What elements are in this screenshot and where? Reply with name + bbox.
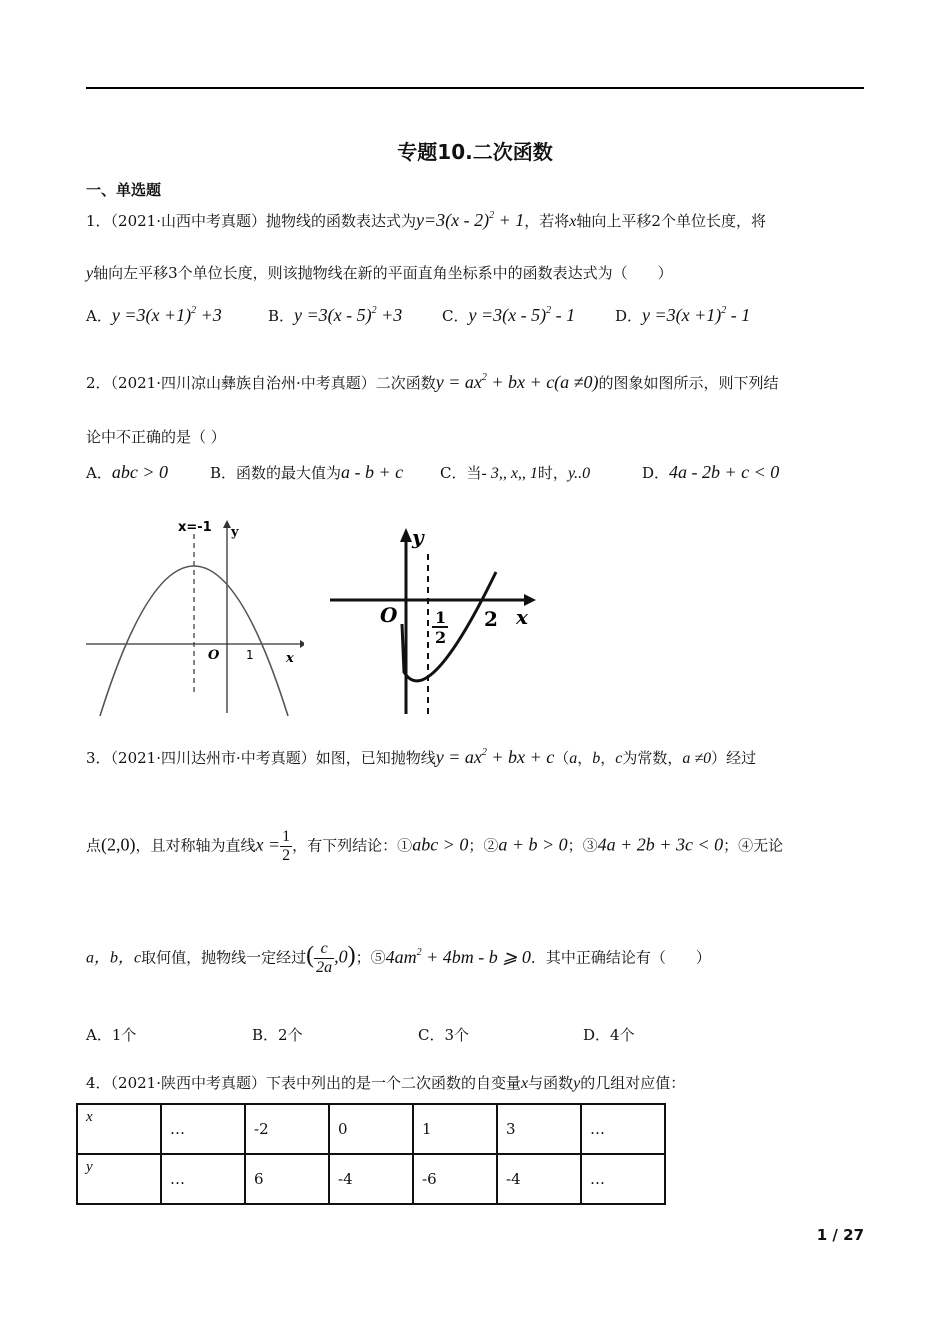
question-2-line2: 论中不正确的是（ ） (86, 428, 226, 446)
fig1-tick-label: 1 (246, 648, 254, 662)
table-cell: -4 (497, 1154, 581, 1204)
q1-option-c[interactable]: C．y =3(x - 5)$^2$ - 1 (442, 305, 576, 325)
table-cell: -4 (329, 1154, 413, 1204)
parabola-figure-2 (328, 524, 548, 720)
table-cell: -6 (413, 1154, 497, 1204)
q2-option-b[interactable]: B．函数的最大值为a - b + c (210, 462, 404, 482)
table-cell: 3 (497, 1104, 581, 1154)
q1-expression: y=3(x - 2)$^2$ + 1 (416, 210, 525, 230)
q2-option-c[interactable]: C．当- 3,, x,, 1时，y..0 (440, 464, 591, 482)
header-rule (86, 87, 864, 89)
table-cell: … (581, 1104, 665, 1154)
table-cell: x (77, 1104, 161, 1154)
table-row-y (77, 1154, 665, 1204)
parabola-figure-1 (84, 516, 304, 716)
page-title: 专题10.二次函数 (397, 140, 553, 164)
page-number: 1 / 27 (816, 1226, 864, 1244)
fig2-half-denominator: 2 (435, 628, 447, 647)
question-3-line1: 3．（2021·四川达州市·中考真题）如图，已知抛物线$y = ax^2$ + bx + c（a，b，c为常数，a ≠0）经过 (86, 747, 757, 767)
q3-option-d[interactable]: D．4个 (583, 1026, 635, 1044)
table-cell: … (581, 1154, 665, 1204)
q2-option-d[interactable]: D．4a - 2b + c < 0 (642, 462, 780, 482)
fig2-y-label: y (412, 525, 424, 549)
q3-option-b[interactable]: B．2个 (252, 1026, 303, 1044)
fig2-x-label: x (516, 605, 528, 629)
table-cell: 0 (329, 1104, 413, 1154)
question-1-line2: y轴向左平移3个单位长度，则该抛物线在新的平面直角坐标系中的函数表达式为（ ） (86, 264, 673, 282)
table-row-x (77, 1104, 665, 1154)
q1-option-b[interactable]: B．y =3(x - 5)$^2$ +3 (268, 305, 403, 325)
question-4-text: 4．（2021·陕西中考真题）下表中列出的是一个二次函数的自变量x与函数y的几组对应值： (86, 1074, 686, 1092)
q2-option-a[interactable]: A．abc > 0 (86, 462, 168, 482)
fig2-parabola (402, 572, 496, 681)
fig2-origin-label: O (380, 603, 398, 627)
q1-option-a[interactable]: A．$y =3(x +1)^2 +3$ (86, 305, 222, 325)
question-3-line3: a，b，c取何值，抛物线一定经过( $\frac{c}{2a}$ ,0)；$⑤4am^2 + 4bm - b$ ⩾ 0．其中正确结论有（ ） (86, 940, 711, 976)
question-1-line1: 1．（2021·山西中考真题）抛物线的函数表达式为y=3(x - 2)$^2$ + 1，若将x轴向上平移2个单位长度，将 (86, 210, 766, 230)
question-2-line1: 2．（2021·四川凉山彝族自治州·中考真题）二次函数$y = ax^2$ + bx + c(a ≠0)的图象如图所示，则下列结 (86, 372, 779, 392)
fig1-axis-line-label: x=-1 (178, 520, 212, 535)
table-cell: … (161, 1154, 245, 1204)
q1-option-d[interactable]: D．$y =3(x +1)^2 - 1$ (615, 305, 751, 325)
q3-option-a[interactable]: A．1个 (86, 1026, 137, 1044)
table-cell: … (161, 1104, 245, 1154)
fig1-x-label: x (286, 651, 294, 666)
table-cell: y (77, 1154, 161, 1204)
fig2-half-numerator: 1 (435, 608, 447, 627)
fig2-root-label: 2 (484, 607, 498, 631)
section-heading: 一、单选题 (86, 181, 162, 199)
fig1-origin-label: O (208, 648, 220, 663)
question-3-line2: 点(2,0)，且对称轴为直线x = $\frac{1}{2}$ ，有下列结论：①abc > 0；②a + b > 0；③4a + 2b + 3c < 0；④无论 (86, 828, 784, 864)
table-cell: 6 (245, 1154, 329, 1204)
q3-option-c[interactable]: C．3个 (418, 1026, 470, 1044)
table-cell: 1 (413, 1104, 497, 1154)
fig1-y-label: y (231, 525, 239, 540)
values-table (76, 1103, 666, 1205)
table-cell: -2 (245, 1104, 329, 1154)
